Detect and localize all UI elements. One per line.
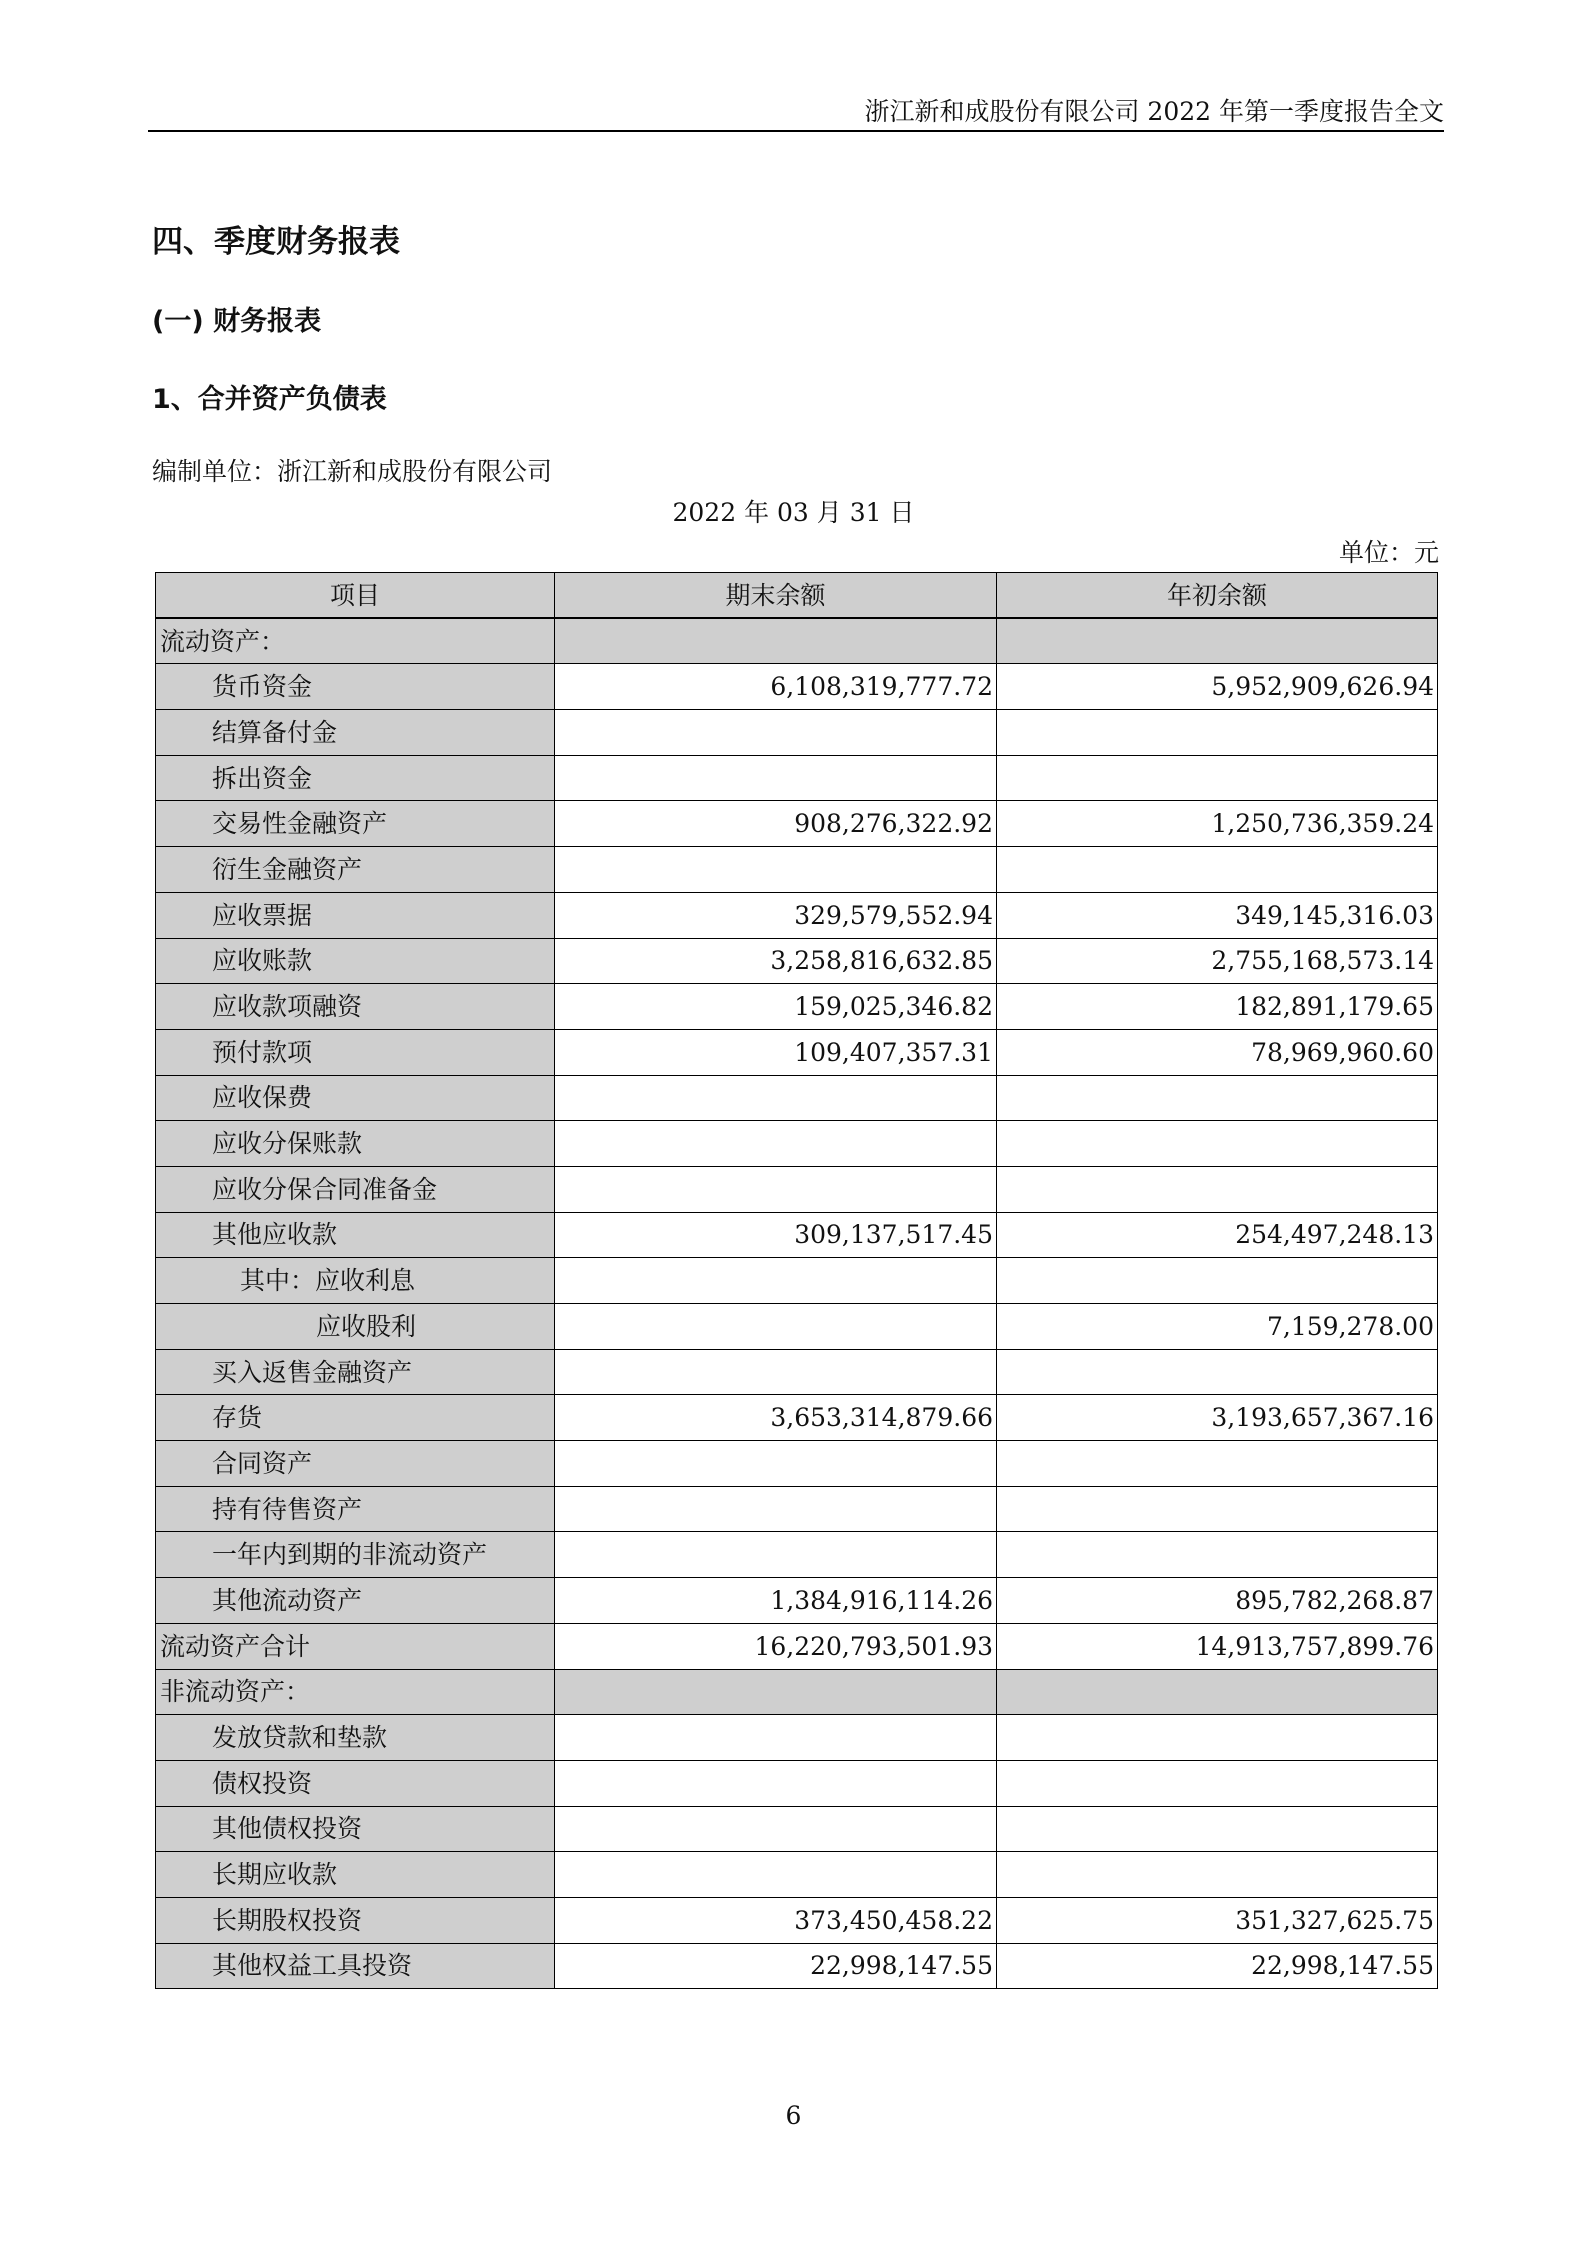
row-item: 交易性金融资产 [156, 801, 555, 847]
row-begin-balance [997, 1852, 1438, 1898]
row-end-balance [555, 1258, 997, 1304]
row-end-balance: 373,450,458.22 [555, 1897, 997, 1943]
row-end-balance: 159,025,346.82 [555, 984, 997, 1030]
table-row [156, 1806, 1438, 1852]
row-begin-balance: 182,891,179.65 [997, 984, 1438, 1030]
row-item: 其他应收款 [156, 1212, 555, 1258]
row-end-balance [555, 1304, 997, 1350]
row-begin-balance [997, 1258, 1438, 1304]
row-end-balance [555, 1806, 997, 1852]
table-title: 1、合并资产负债表 [152, 384, 387, 415]
report-date: 2022 年 03 月 31 日 [672, 498, 915, 527]
row-end-balance [555, 1532, 997, 1578]
table-row [156, 1212, 1438, 1258]
table-row [156, 1258, 1438, 1304]
row-item: 长期应收款 [156, 1852, 555, 1898]
row-begin-balance: 254,497,248.13 [997, 1212, 1438, 1258]
row-begin-balance [997, 755, 1438, 801]
column-header-end-balance: 期末余额 [555, 573, 997, 619]
table-row [156, 1349, 1438, 1395]
table-row [156, 1669, 1438, 1715]
row-begin-balance [997, 1121, 1438, 1167]
table-row [156, 710, 1438, 756]
unit-label: 单位：元 [1338, 538, 1439, 567]
table-row [156, 892, 1438, 938]
table-row [156, 1852, 1438, 1898]
row-end-balance [555, 1121, 997, 1167]
row-end-balance [555, 1852, 997, 1898]
row-item: 结算备付金 [156, 710, 555, 756]
row-begin-balance [997, 847, 1438, 893]
table-row [156, 1029, 1438, 1075]
row-begin-balance [997, 1441, 1438, 1487]
table-row [156, 1943, 1438, 1989]
row-begin-balance: 2,755,168,573.14 [997, 938, 1438, 984]
table-row [156, 1760, 1438, 1806]
row-item: 拆出资金 [156, 755, 555, 801]
row-end-balance: 3,258,816,632.85 [555, 938, 997, 984]
table-row [156, 1486, 1438, 1532]
row-begin-balance: 349,145,316.03 [997, 892, 1438, 938]
row-item: 衍生金融资产 [156, 847, 555, 893]
row-item: 一年内到期的非流动资产 [156, 1532, 555, 1578]
row-begin-balance: 7,159,278.00 [997, 1304, 1438, 1350]
row-end-balance: 309,137,517.45 [555, 1212, 997, 1258]
table-row [156, 1578, 1438, 1624]
row-end-balance [555, 1715, 997, 1761]
table-row [156, 618, 1438, 664]
row-item: 非流动资产： [156, 1669, 555, 1715]
row-item: 其他债权投资 [156, 1806, 555, 1852]
row-end-balance [555, 618, 997, 664]
row-end-balance [555, 1075, 997, 1121]
row-end-balance [555, 1349, 997, 1395]
row-item: 发放贷款和垫款 [156, 1715, 555, 1761]
table-row [156, 938, 1438, 984]
page-number: 6 [785, 2101, 802, 2130]
row-end-balance: 3,653,314,879.66 [555, 1395, 997, 1441]
table-row [156, 801, 1438, 847]
row-begin-balance: 22,998,147.55 [997, 1943, 1438, 1989]
row-end-balance: 22,998,147.55 [555, 1943, 997, 1989]
header-rule [148, 130, 1444, 132]
row-begin-balance [997, 1486, 1438, 1532]
row-end-balance [555, 710, 997, 756]
table-row [156, 1532, 1438, 1578]
table-row [156, 1897, 1438, 1943]
table-row [156, 847, 1438, 893]
row-begin-balance [997, 1669, 1438, 1715]
row-end-balance [555, 1760, 997, 1806]
row-end-balance [555, 755, 997, 801]
row-begin-balance [997, 710, 1438, 756]
subsection-title: (一) 财务报表 [152, 306, 322, 337]
row-begin-balance: 5,952,909,626.94 [997, 664, 1438, 710]
row-end-balance [555, 847, 997, 893]
table-header-row [156, 573, 1438, 619]
row-item: 流动资产： [156, 618, 555, 664]
row-item: 应收保费 [156, 1075, 555, 1121]
row-end-balance [555, 1441, 997, 1487]
row-end-balance [555, 1486, 997, 1532]
table-row-total [156, 1623, 1438, 1669]
row-begin-balance: 351,327,625.75 [997, 1897, 1438, 1943]
compiler-line: 编制单位：浙江新和成股份有限公司 [152, 457, 553, 486]
row-item: 其他权益工具投资 [156, 1943, 555, 1989]
row-item: 合同资产 [156, 1441, 555, 1487]
row-begin-balance: 1,250,736,359.24 [997, 801, 1438, 847]
row-item: 长期股权投资 [156, 1897, 555, 1943]
row-item: 买入返售金融资产 [156, 1349, 555, 1395]
row-begin-balance [997, 1806, 1438, 1852]
row-begin-balance [997, 1166, 1438, 1212]
table-row [156, 755, 1438, 801]
row-item: 存货 [156, 1395, 555, 1441]
row-begin-balance [997, 1349, 1438, 1395]
row-begin-balance: 78,969,960.60 [997, 1029, 1438, 1075]
row-item: 流动资产合计 [156, 1623, 555, 1669]
row-end-balance [555, 1669, 997, 1715]
row-end-balance: 1,384,916,114.26 [555, 1578, 997, 1624]
column-header-begin-balance: 年初余额 [997, 573, 1438, 619]
row-item: 应收票据 [156, 892, 555, 938]
row-item: 应收款项融资 [156, 984, 555, 1030]
row-item: 债权投资 [156, 1760, 555, 1806]
row-begin-balance [997, 1075, 1438, 1121]
table-row [156, 1121, 1438, 1167]
balance-sheet-table [155, 572, 1438, 1989]
table-row [156, 1715, 1438, 1761]
running-header: 浙江新和成股份有限公司 2022 年第一季度报告全文 [864, 97, 1444, 126]
row-item: 应收账款 [156, 938, 555, 984]
row-begin-balance [997, 1532, 1438, 1578]
row-end-balance [555, 1166, 997, 1212]
table-row [156, 1075, 1438, 1121]
row-begin-balance: 895,782,268.87 [997, 1578, 1438, 1624]
row-item: 其他流动资产 [156, 1578, 555, 1624]
row-begin-balance: 14,913,757,899.76 [997, 1623, 1438, 1669]
table-row [156, 664, 1438, 710]
row-begin-balance [997, 1760, 1438, 1806]
row-end-balance: 329,579,552.94 [555, 892, 997, 938]
row-item: 其中：应收利息 [156, 1258, 555, 1304]
table-row [156, 1304, 1438, 1350]
table-row [156, 1441, 1438, 1487]
row-end-balance: 16,220,793,501.93 [555, 1623, 997, 1669]
row-item: 应收分保合同准备金 [156, 1166, 555, 1212]
row-item: 持有待售资产 [156, 1486, 555, 1532]
table-row [156, 984, 1438, 1030]
row-end-balance: 908,276,322.92 [555, 801, 997, 847]
table-row [156, 1395, 1438, 1441]
row-item: 应收分保账款 [156, 1121, 555, 1167]
row-item: 应收股利 [156, 1304, 555, 1350]
row-begin-balance [997, 618, 1438, 664]
section-title: 四、季度财务报表 [152, 224, 400, 260]
table-row [156, 1166, 1438, 1212]
column-header-item: 项目 [156, 573, 555, 619]
row-begin-balance [997, 1715, 1438, 1761]
row-end-balance: 6,108,319,777.72 [555, 664, 997, 710]
row-item: 货币资金 [156, 664, 555, 710]
row-item: 预付款项 [156, 1029, 555, 1075]
row-begin-balance: 3,193,657,367.16 [997, 1395, 1438, 1441]
row-end-balance: 109,407,357.31 [555, 1029, 997, 1075]
